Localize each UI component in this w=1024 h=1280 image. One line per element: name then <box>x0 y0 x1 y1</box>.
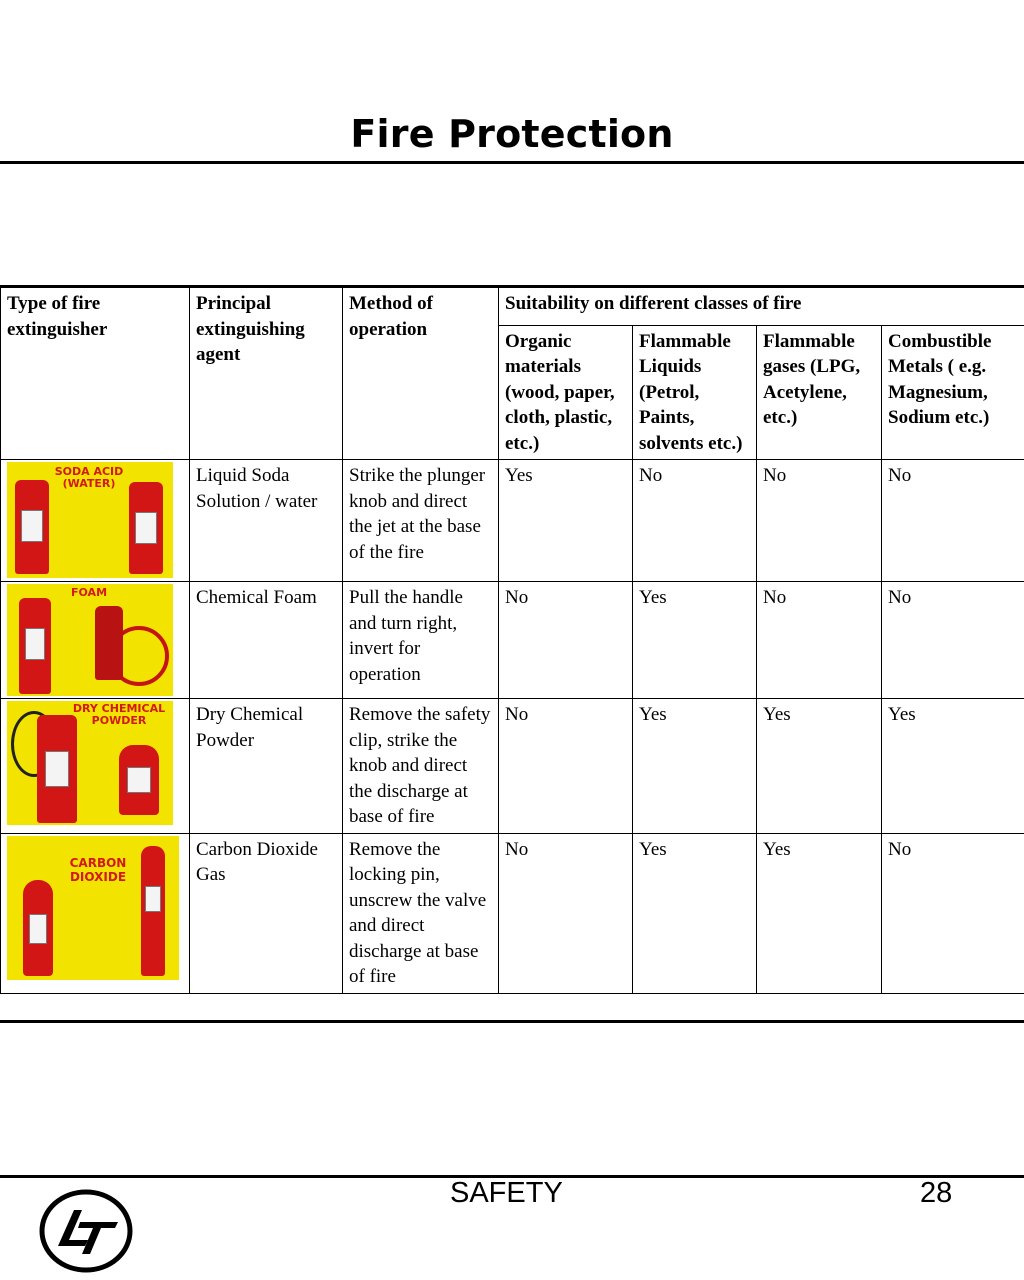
extinguisher-image-cell <box>1 833 190 993</box>
extinguisher-icon <box>129 482 163 574</box>
valve-icon <box>7 836 15 868</box>
section-divider <box>0 1020 1024 1023</box>
carbon-dioxide-extinguisher-image <box>7 836 179 980</box>
extinguisher-icon <box>23 880 53 976</box>
extinguisher-table <box>0 285 1024 994</box>
page-title: Fire Protection <box>350 112 674 156</box>
extinguisher-image-cell <box>1 699 190 834</box>
organic-cell: No <box>499 582 633 699</box>
table-row <box>1 833 1024 993</box>
header-class-organic: Organic materials (wood, paper, cloth, plastic, etc.) <box>499 325 633 460</box>
header-class-liquids: Flammable Liquids (Petrol, Paints, solvents etc.) <box>633 325 757 460</box>
foam-extinguisher-image <box>7 584 173 696</box>
liquids-cell: Yes <box>633 833 757 993</box>
soda-acid-extinguisher-image <box>7 462 173 578</box>
method-cell: Remove the safety clip, strike the knob and direct the discharge at base of fire <box>343 699 499 834</box>
table-header-row <box>1 287 1024 326</box>
table-row <box>1 699 1024 834</box>
header-type: Type of fire extinguisher <box>1 287 190 460</box>
extinguisher-icon <box>19 598 51 694</box>
agent-cell: Dry Chemical Powder <box>190 699 343 834</box>
image-label: CARBON DIOXIDE <box>69 855 127 884</box>
tall-cylinder-icon <box>141 846 165 976</box>
agent-cell: Carbon Dioxide Gas <box>190 833 343 993</box>
header-method: Method of operation <box>343 287 499 460</box>
title-divider <box>0 161 1024 164</box>
table-row <box>1 460 1024 582</box>
liquids-cell: Yes <box>633 582 757 699</box>
extinguisher-image-cell <box>1 460 190 582</box>
metals-cell: Yes <box>882 699 1024 834</box>
image-label: SODA ACID (WATER) <box>54 465 124 490</box>
dry-chemical-powder-extinguisher-image <box>7 701 173 825</box>
extinguisher-icon <box>15 480 49 574</box>
method-cell: Strike the plunger knob and direct the jet at the base of the fire <box>343 460 499 582</box>
page-number: 28 <box>920 1177 953 1209</box>
agent-cell: Liquid Soda Solution / water <box>190 460 343 582</box>
extinguisher-image-cell <box>1 582 190 699</box>
organic-cell: Yes <box>499 460 633 582</box>
method-cell: Remove the locking pin, unscrew the valve and direct discharge at base of fire <box>343 833 499 993</box>
gases-cell: Yes <box>757 833 882 993</box>
trolley-extinguisher-icon <box>119 745 159 815</box>
lt-logo-icon <box>38 1188 134 1274</box>
footer-section-label: SAFETY <box>450 1177 563 1209</box>
gases-cell: Yes <box>757 699 882 834</box>
header-class-metals: Combustible Metals ( e.g. Magnesium, Sodium etc.) <box>882 325 1024 460</box>
header-class-gases: Flammable gases (LPG, Acetylene, etc.) <box>757 325 882 460</box>
liquids-cell: No <box>633 460 757 582</box>
organic-cell: No <box>499 699 633 834</box>
liquids-cell: Yes <box>633 699 757 834</box>
gases-cell: No <box>757 460 882 582</box>
extinguisher-icon <box>37 715 77 823</box>
header-agent: Principal extinguishing agent <box>190 287 343 460</box>
metals-cell: No <box>882 460 1024 582</box>
trolley-extinguisher-icon <box>95 606 123 680</box>
image-label: FOAM <box>70 586 108 599</box>
organic-cell: No <box>499 833 633 993</box>
table-row <box>1 582 1024 699</box>
image-label: DRY CHEMICAL POWDER <box>72 702 166 727</box>
metals-cell: No <box>882 833 1024 993</box>
header-suitability: Suitability on different classes of fire <box>499 287 1024 326</box>
method-cell: Pull the handle and turn right, invert for operation <box>343 582 499 699</box>
gases-cell: No <box>757 582 882 699</box>
metals-cell: No <box>882 582 1024 699</box>
agent-cell: Chemical Foam <box>190 582 343 699</box>
